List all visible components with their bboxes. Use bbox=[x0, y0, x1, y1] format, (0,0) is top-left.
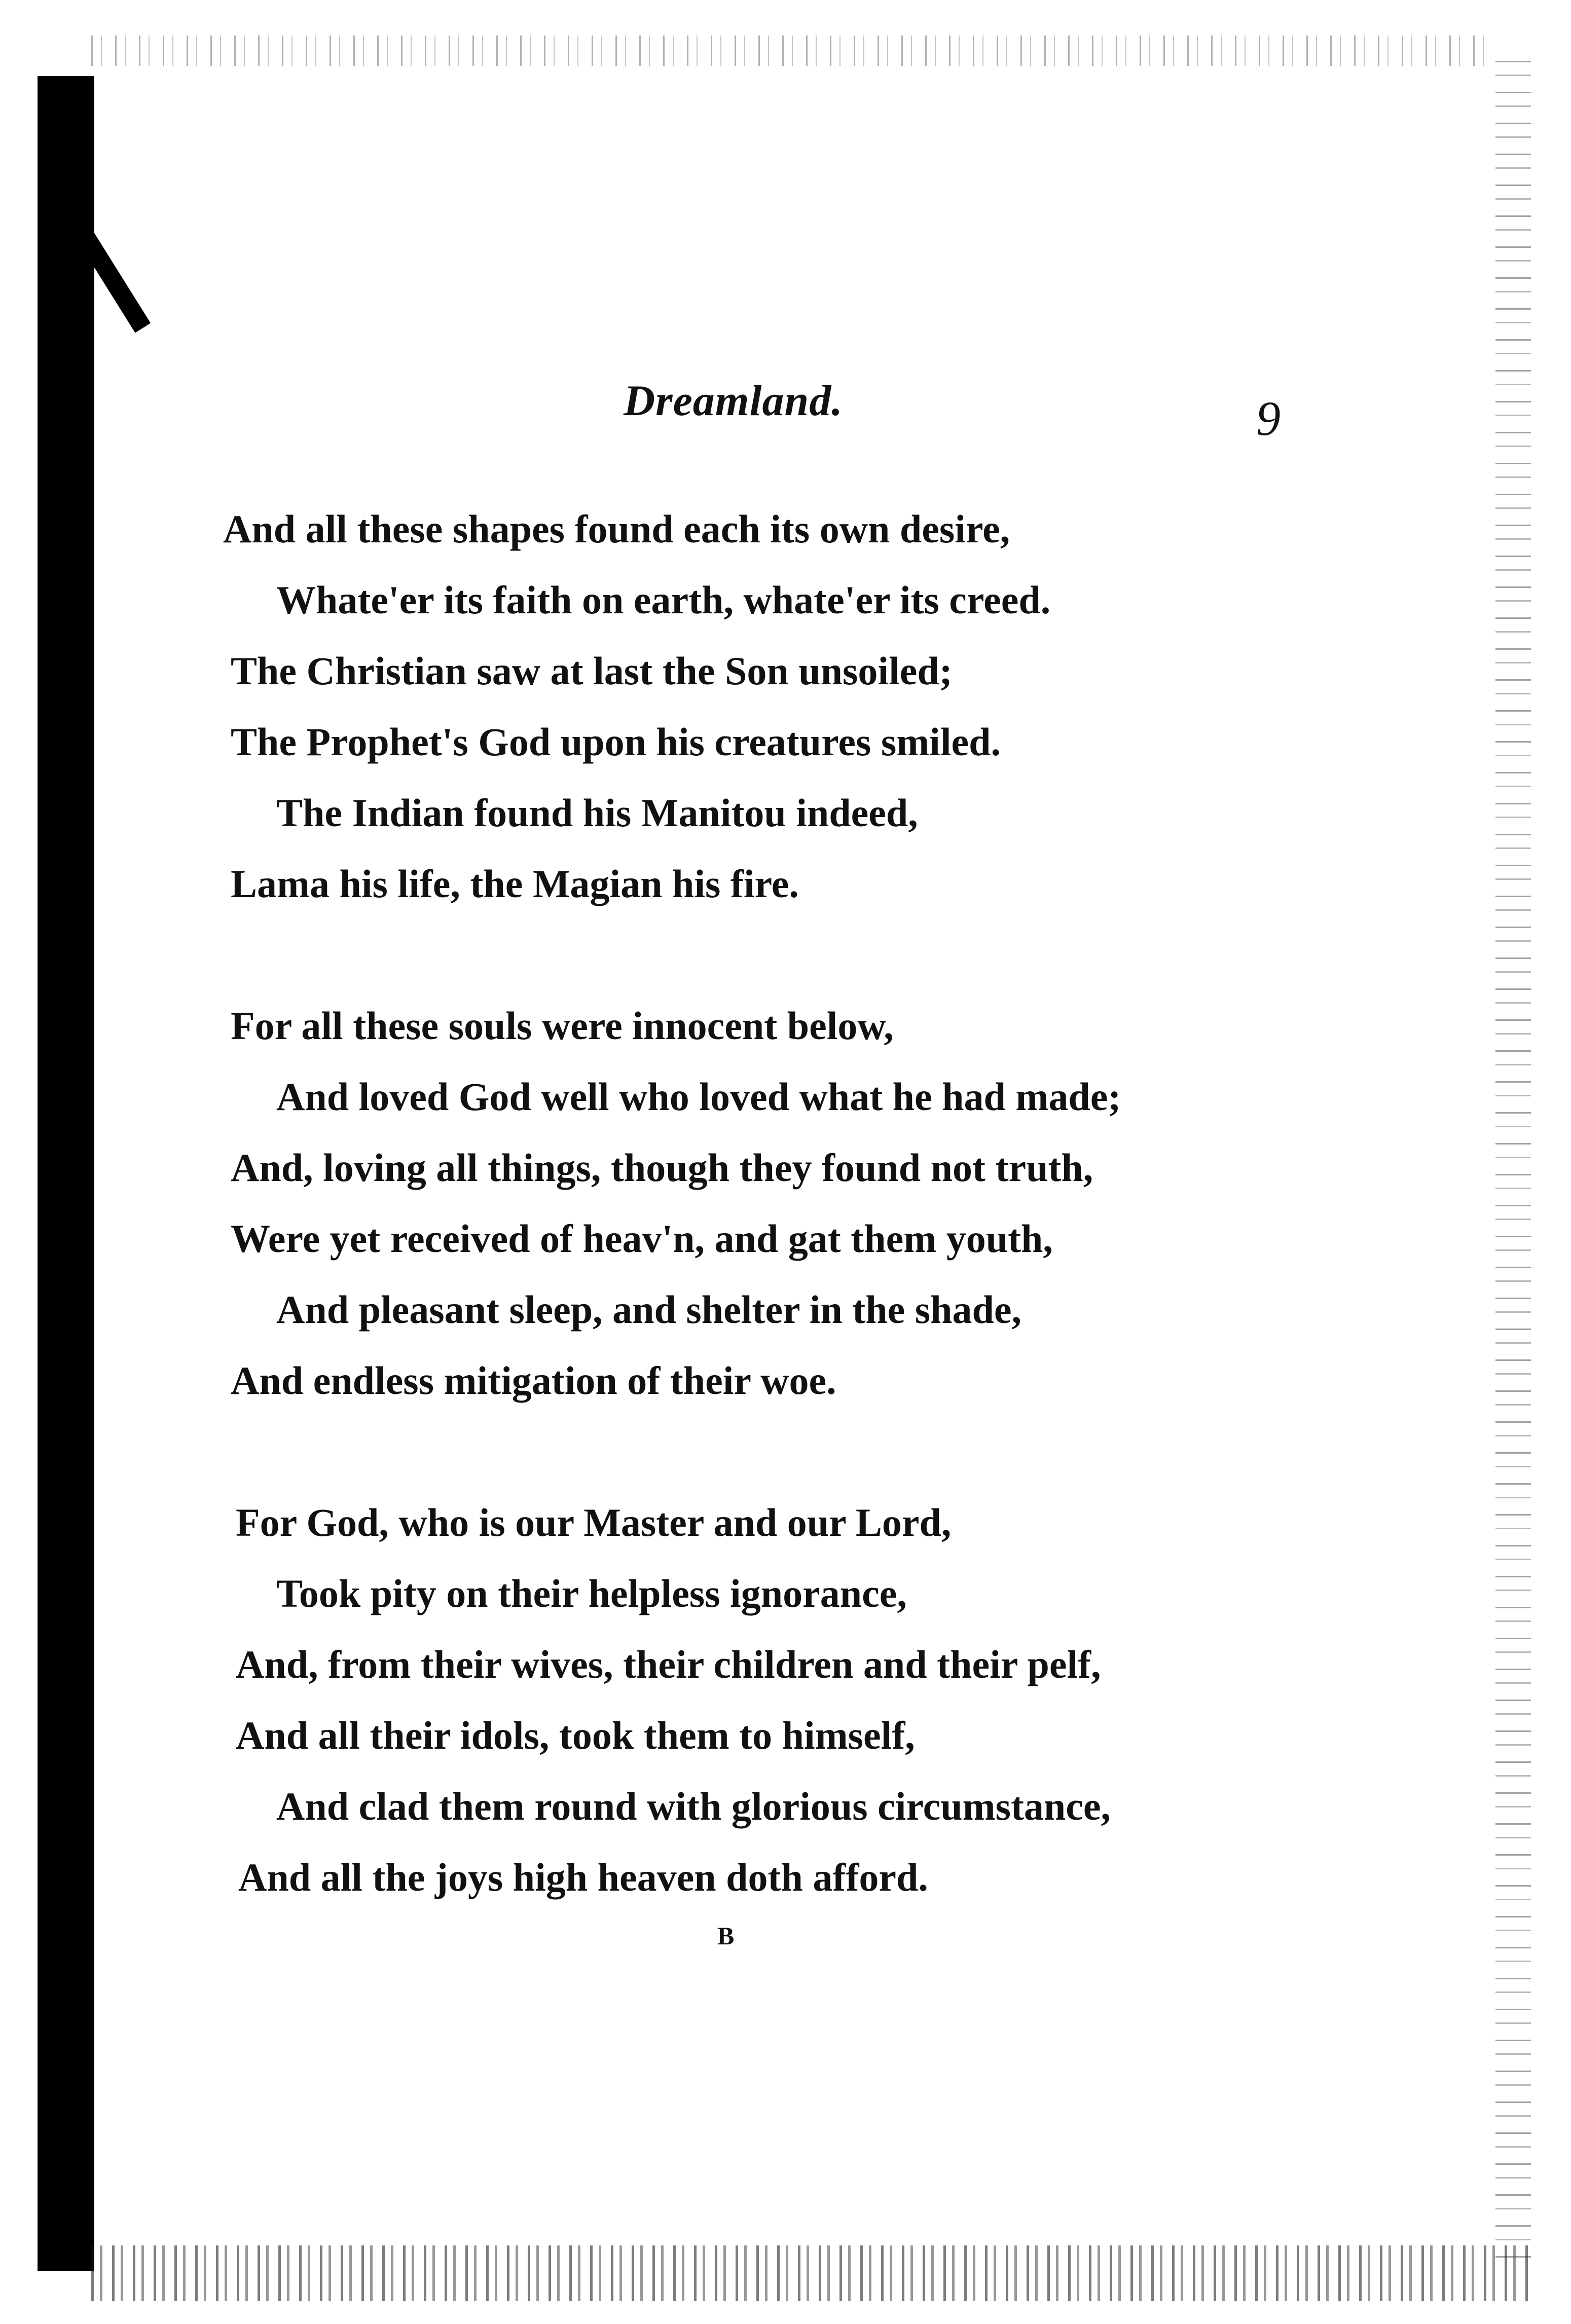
binding-shadow bbox=[38, 76, 94, 2271]
poem-line: And endless mitigation of their woe. bbox=[231, 1358, 836, 1403]
page-number: 9 bbox=[1256, 391, 1281, 446]
poem-line: And all the joys high heaven doth afford. bbox=[238, 1855, 928, 1899]
poem-line: For all these souls were innocent below, bbox=[231, 1004, 894, 1048]
poem-line: And pleasant sleep, and shelter in the shade, bbox=[276, 1287, 1021, 1332]
poem-line: Whate'er its faith on earth, whate'er its creed. bbox=[276, 578, 1051, 622]
poem-line: Were yet received of heav'n, and gat them youth, bbox=[231, 1216, 1053, 1261]
poem-line: Lama his life, the Magian his fire. bbox=[231, 862, 799, 906]
poem-line: And loved God well who loved what he had made; bbox=[276, 1075, 1121, 1119]
poem-line: And, loving all things, though they found not truth, bbox=[231, 1146, 1093, 1190]
poem-line: The Indian found his Manitou indeed, bbox=[276, 791, 918, 835]
page-edge-right bbox=[1495, 61, 1531, 2261]
poem-line: And all these shapes found each its own desire, bbox=[223, 507, 1010, 551]
poem-line: Took pity on their helpless ignorance, bbox=[276, 1571, 907, 1615]
page-edge-bottom bbox=[91, 2245, 1531, 2301]
poem-line: The Christian saw at last the Son unsoiled; bbox=[231, 649, 953, 693]
poem-line: And, from their wives, their children and their pelf, bbox=[236, 1642, 1101, 1686]
poem-line: And clad them round with glorious circumstance, bbox=[276, 1784, 1111, 1828]
poem-line: For God, who is our Master and our Lord, bbox=[236, 1500, 952, 1544]
running-title: Dreamland. bbox=[624, 376, 843, 425]
poem-line: The Prophet's God upon his creatures smiled. bbox=[231, 720, 1001, 764]
page-edge-top bbox=[91, 35, 1490, 66]
poem-line: And all their idols, took them to himself, bbox=[236, 1713, 915, 1757]
signature-mark: B bbox=[717, 1922, 735, 1950]
